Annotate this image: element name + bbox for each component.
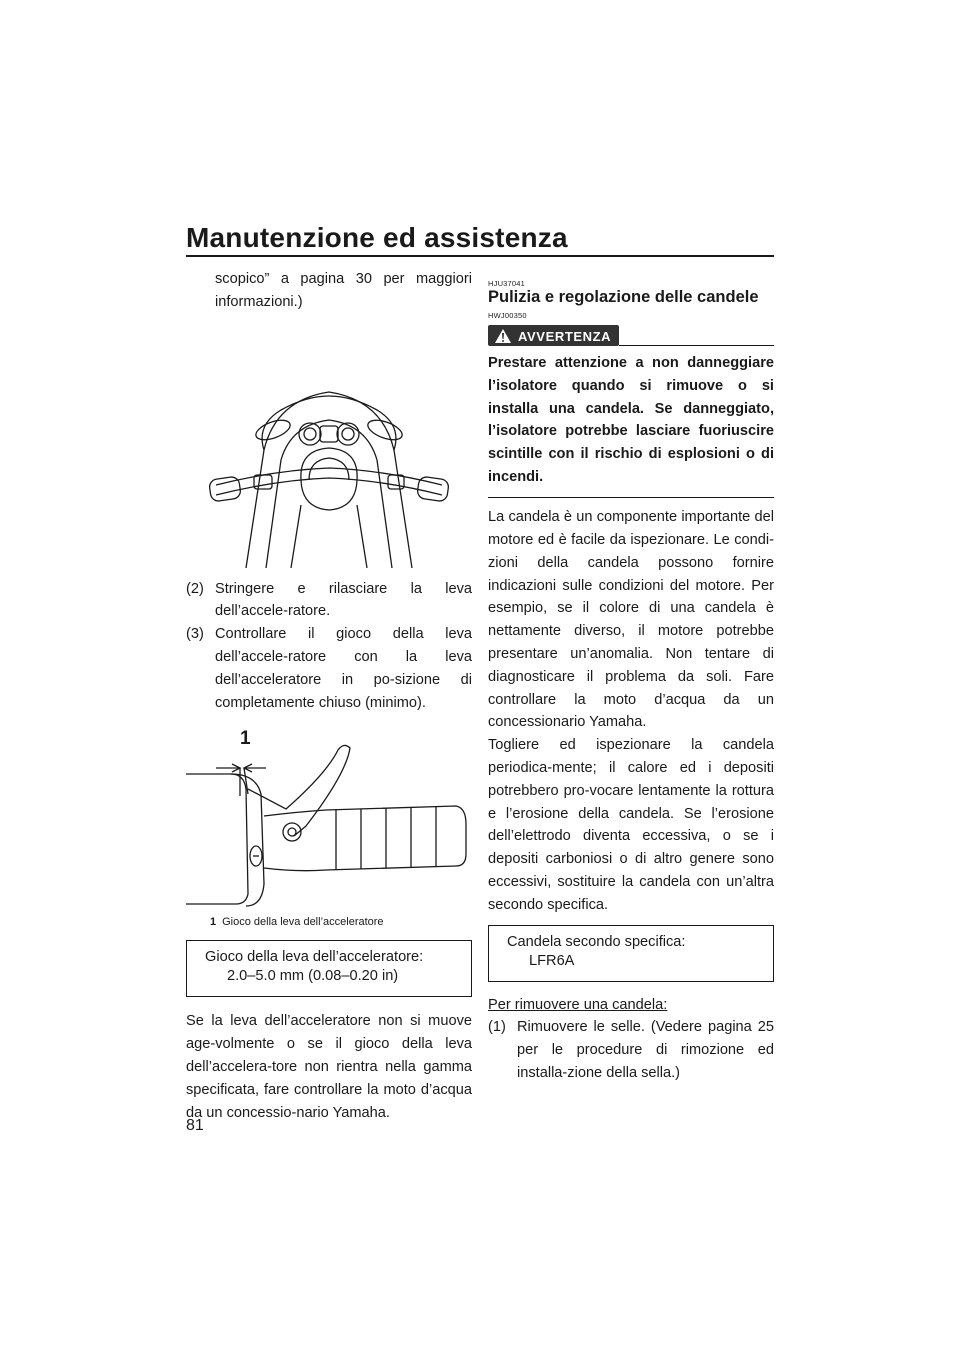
spec-label: Candela secondo specifica:	[507, 933, 686, 950]
warning-bottom-rule	[488, 497, 774, 499]
figure-callout-1: 1	[240, 728, 251, 750]
right-column	[488, 268, 774, 1085]
warning-code: HWJ00350	[488, 311, 527, 320]
paragraph-2: Togliere ed ispezionare la candela periodica-mente; il calore ed i depositi potrebbero pro-vocare lentamente la rottura e l’erosione della candela. Se l’erosione dell’elettrodo diventa eccessiva, o se i depositi carboniosi o di altro genere sono eccessivi, sostituire la candela con un’altra secondo specifica.	[488, 737, 774, 913]
warning-header	[488, 324, 774, 346]
page-title: Manutenzione ed assistenza	[186, 222, 568, 253]
step-2: (2) Stringere e rilasciare la leva dell’accele-ratore.	[186, 580, 472, 620]
throttle-spec-box	[186, 940, 472, 997]
section-title: Pulizia e regolazione delle candele	[488, 288, 759, 306]
throttle-illustration	[186, 728, 472, 910]
figure-caption: 1 Gioco della leva dell’acceleratore	[210, 916, 384, 929]
header-rule	[186, 255, 774, 257]
intro-text: scopico” a pagina 30 per maggiori informazioni.)	[215, 271, 472, 310]
handlebar-illustration	[186, 330, 472, 568]
spec-value: LFR6A	[529, 952, 575, 969]
step-3: (3) Controllare il gioco della leva dell’accele-ratore con la leva dell’acceleratore in po-sizione di completamente chiuso (minimo).	[186, 626, 472, 711]
spec-label: Gioco della leva dell’acceleratore:	[205, 949, 424, 966]
section-code: HJU37041	[488, 279, 526, 288]
warning-top-rule	[619, 345, 774, 347]
spec-value: 2.0–5.0 mm (0.08–0.20 in)	[227, 968, 399, 985]
subheading-remove: Per rimuovere una candela:	[488, 996, 668, 1013]
closing-paragraph: Se la leva dell’acceleratore non si muove age-volmente o se il gioco della leva dell’accelera-tore non rientra nella gamma specificata, fare controllare la moto d’acqua da un concessio-nario Yamaha.	[186, 1013, 472, 1121]
warning-text: Prestare attenzione a non danneggiare l’isolatore quando si rimuove o si installa una candela. Se danneggiato, l’isolatore potrebbe lasciare fuoriuscire scintille con il rischio di esplosioni o di incendi.	[488, 355, 774, 485]
warning-triangle-icon	[494, 328, 512, 344]
warning-badge: AVVERTENZA	[488, 325, 619, 346]
page-number: 81	[186, 1117, 204, 1134]
step-1: (1) Rimuovere le selle. (Vedere pagina 25 per le procedure di rimozione ed installa-zione della sella.)	[488, 1019, 774, 1082]
left-column	[186, 268, 472, 1124]
paragraph-1: La candela è un componente importante del motore ed è facile da ispezionare. Le condi-zioni della candela possono fornire indicazioni sulle condizioni del motore. Per esempio, se il colore di una candela è nettamente diverso, il motore potrebbe presentare un’anomalia. Non tentare di diagnosticare il problema da soli. Fare controllare la moto d’acqua da un concessionario Yamaha.	[488, 509, 774, 731]
spark-plug-spec-box	[488, 925, 774, 982]
